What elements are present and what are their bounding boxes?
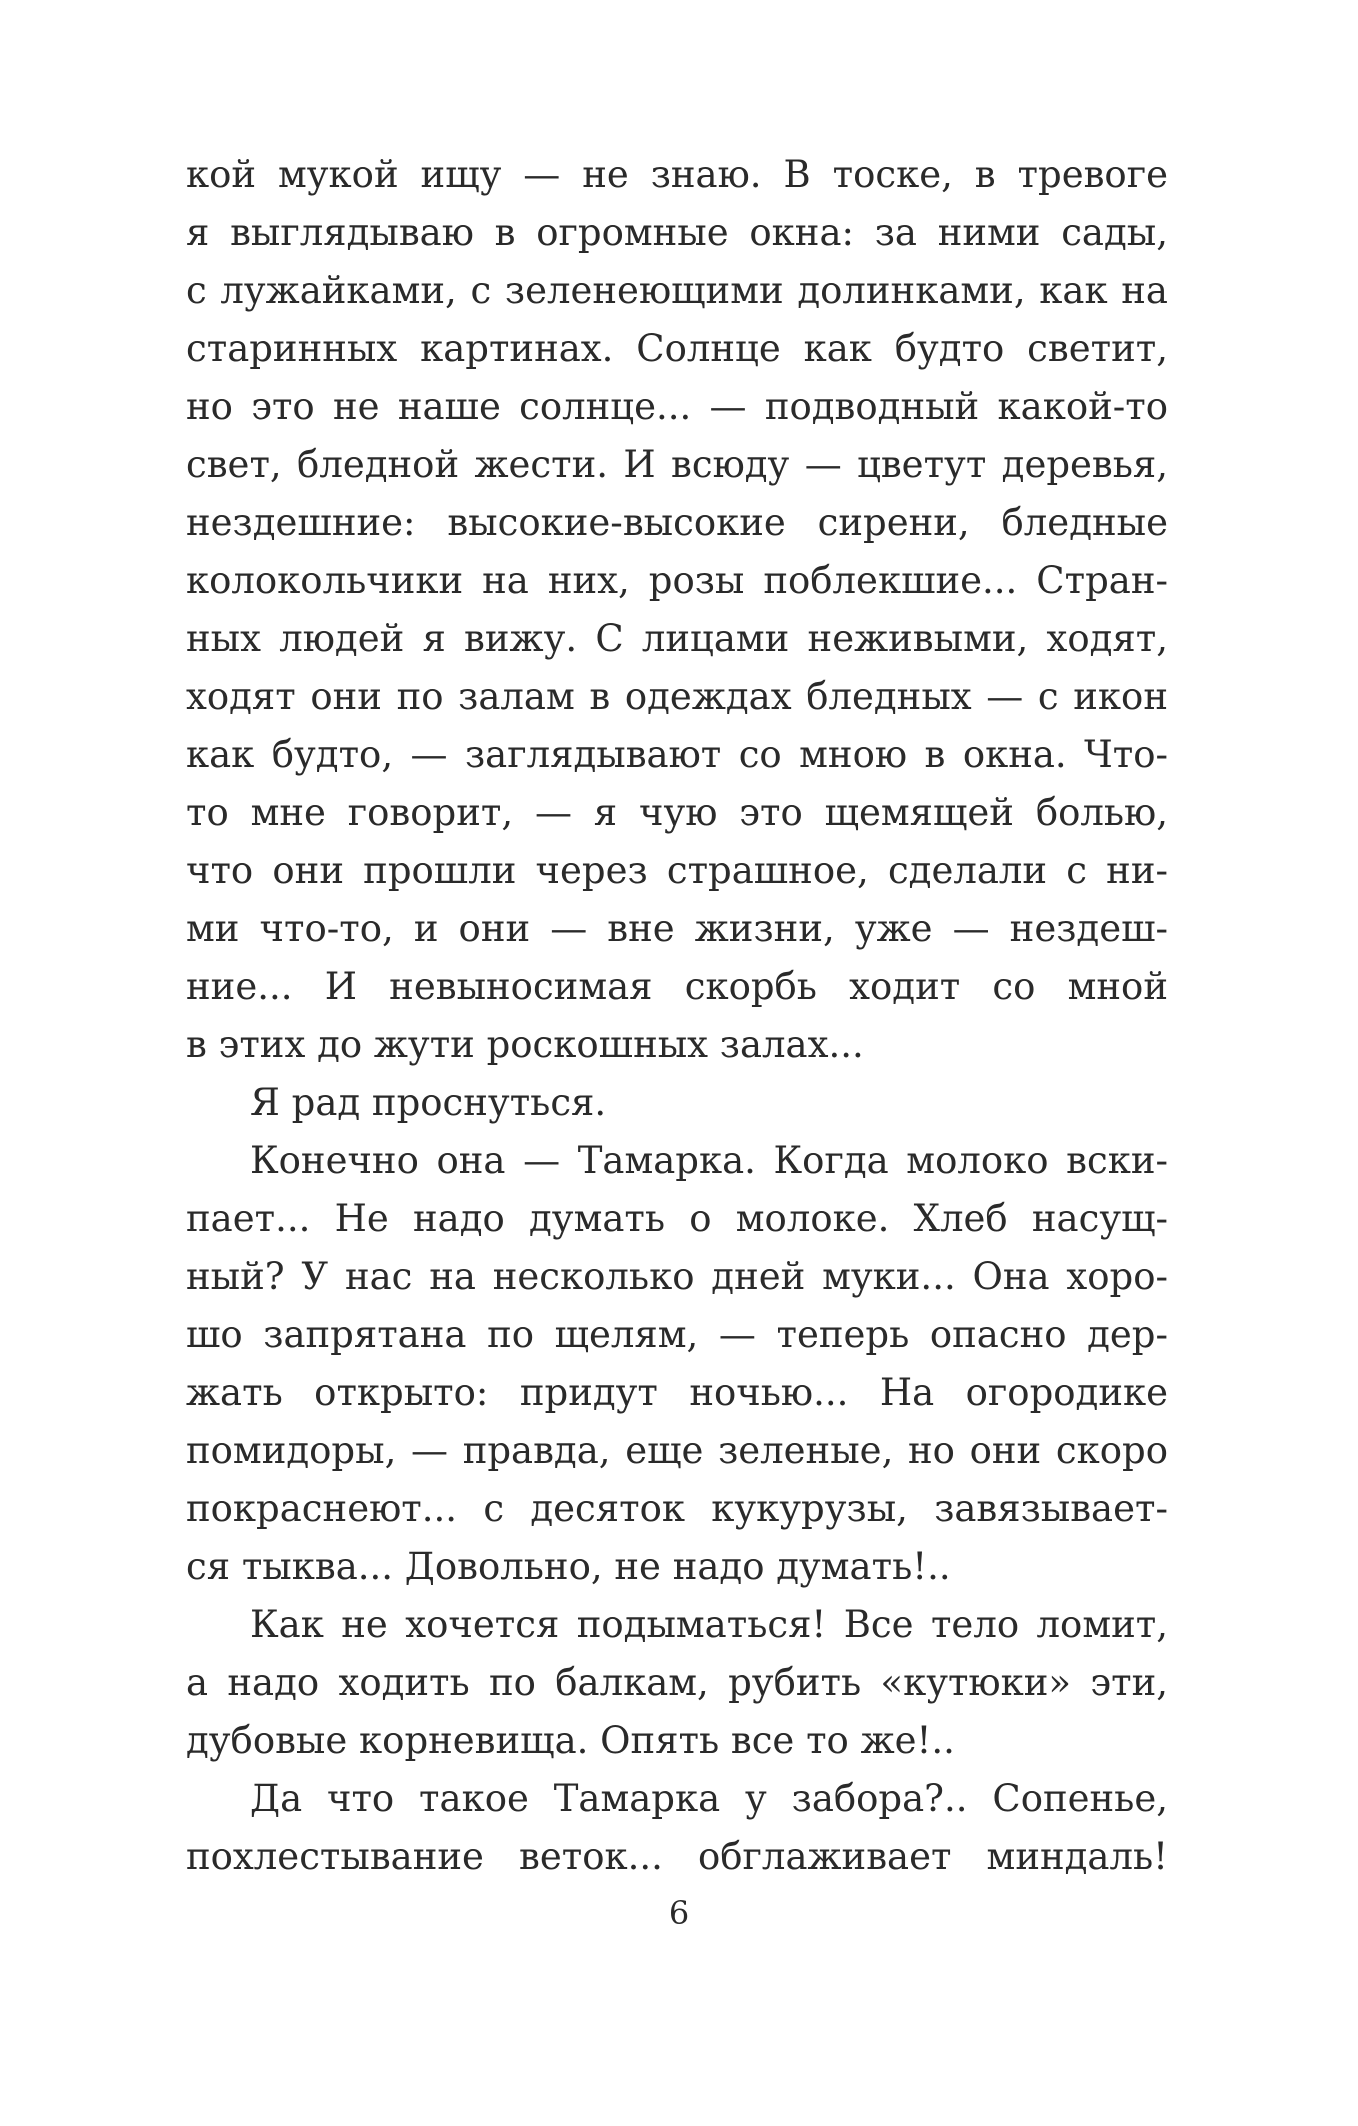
text-line: ный? У нас на несколько дней муки... Она хоро- (186, 1255, 1168, 1298)
text-line: Да что такое Тамарка у забора?.. Сопенье, (250, 1777, 1168, 1820)
text-line: ся тыква... Довольно, не надо думать!.. (186, 1545, 951, 1588)
text-line: Конечно она — Тамарка. Когда молоко вски- (250, 1139, 1168, 1182)
text-line: ходят они по залам в одеждах бледных — с икон (186, 675, 1168, 718)
text-line: нездешние: высокие-высокие сирени, бледные (186, 501, 1168, 544)
text-line: как будто, — заглядывают со мною в окна. Что- (186, 733, 1168, 776)
text-line: ми что-то, и они — вне жизни, уже — нездеш- (186, 907, 1168, 950)
text-line: кой мукой ищу — не знаю. В тоске, в тревоге (186, 153, 1168, 196)
body-text (186, 146, 1168, 1886)
text-line: старинных картинах. Солнце как будто светит, (186, 327, 1168, 370)
text-line: Как не хочется подыматься! Все тело ломит, (250, 1603, 1168, 1646)
text-line: дубовые корневища. Опять все то же!.. (186, 1719, 955, 1762)
text-line: помидоры, — правда, еще зеленые, но они скоро (186, 1429, 1168, 1472)
text-line: шо запрятана по щелям, — теперь опасно дер- (186, 1313, 1168, 1356)
text-line: а надо ходить по балкам, рубить «кутюки» эти, (186, 1661, 1168, 1704)
text-line: что они прошли через страшное, сделали с ни- (186, 849, 1168, 892)
text-line: в этих до жути роскошных залах... (186, 1023, 864, 1066)
text-line: ние... И невыносимая скорбь ходит со мной (186, 965, 1168, 1008)
text-line: я выглядываю в огромные окна: за ними сады, (186, 211, 1168, 254)
text-line: Я рад проснуться. (250, 1081, 607, 1124)
text-line: с лужайками, с зеленеющими долинками, как на (186, 269, 1168, 312)
text-line: похлестывание веток... обглаживает миндаль! (186, 1835, 1168, 1878)
page-number: 6 (668, 1894, 690, 1932)
text-line: свет, бледной жести. И всюду — цветут деревья, (186, 443, 1168, 486)
text-line: покраснеют... с десяток кукурузы, завязывает- (186, 1487, 1168, 1530)
text-line: но это не наше солнце... — подводный какой-то (186, 385, 1168, 428)
text-line: колокольчики на них, розы поблекшие... Стран- (186, 559, 1168, 602)
text-line: то мне говорит, — я чую это щемящей болью, (186, 791, 1168, 834)
text-line: ных людей я вижу. С лицами неживыми, ходят, (186, 617, 1168, 660)
text-line: пает... Не надо думать о молоке. Хлеб насущ- (186, 1197, 1168, 1240)
text-line: жать открыто: придут ночью... На огородике (186, 1371, 1168, 1414)
